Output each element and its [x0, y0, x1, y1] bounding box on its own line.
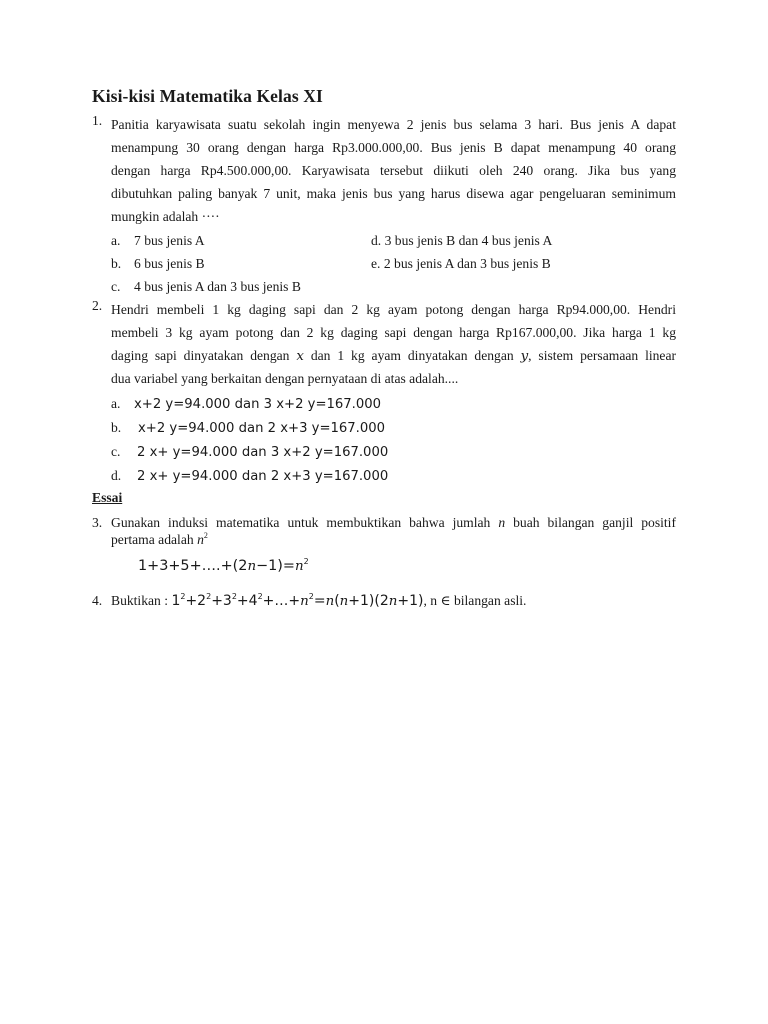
exponent: 2 — [203, 531, 208, 540]
text-line: dua variabel yang berkaitan dengan pernyataan di atas adalah.... — [111, 371, 459, 386]
variable: n — [197, 532, 204, 547]
text-line — [111, 531, 676, 548]
option-c — [111, 440, 388, 463]
formula-part: −1)= — [256, 558, 295, 574]
question-number: 3. — [92, 515, 103, 530]
option-text: 7 bus jenis A — [134, 233, 205, 248]
option-label: e. — [371, 256, 381, 271]
option-a — [111, 229, 205, 252]
text-line: Hendri membeli 1 kg daging sapi dan 2 kg ayam potong dengan harga Rp94.000,00. Hendri — [111, 302, 676, 317]
option-d — [111, 464, 388, 487]
option-label: b. — [111, 256, 122, 271]
text-fragment: , sistem persamaan linear — [528, 348, 677, 363]
option-label: b. — [111, 420, 122, 435]
induction-formula — [138, 558, 309, 574]
option-text: 6 bus jenis B — [134, 256, 205, 271]
option-c — [111, 275, 301, 298]
text-line: menampung 30 orang dengan harga Rp3.000.000,00. Bus jenis B dapat menampung 40 orang — [111, 140, 676, 155]
equation: 2 x+ y=94.000 dan 2 x+3 y=167.000 — [137, 469, 389, 484]
question-3 — [92, 514, 676, 548]
option-label: c. — [111, 279, 121, 294]
equation: x+2 y=94.000 dan 2 x+3 y=167.000 — [138, 421, 386, 436]
text-line — [111, 344, 676, 367]
text-line: dibutuhkan paling banyak 7 unit, maka jenis bus yang harus disewa agar pengeluaran seminimum — [111, 186, 676, 201]
question-4 — [92, 592, 676, 611]
text-line: membeli 3 kg ayam potong dan 2 kg daging sapi dengan harga Rp167.000,00. Jika harga 1 kg — [111, 325, 676, 340]
question-1 — [92, 113, 676, 228]
formula-part: 1+3+5+….+(2 — [138, 558, 248, 574]
option-a — [111, 392, 381, 415]
question-text — [111, 298, 676, 390]
option-d — [371, 229, 552, 252]
question-text — [111, 592, 676, 611]
sum-of-squares-formula: $1^2+2^2+3^2+4^2+\dots+n^2=n(n+1)(2n+1)$ — [171, 592, 424, 609]
text-fragment: Gunakan induksi matematika untuk membuktikan bahwa jumlah — [111, 515, 491, 530]
text-fragment: , n ∈ bilangan asli. — [423, 593, 527, 608]
text-fragment: buah bilangan ganjil positif — [513, 515, 676, 530]
option-text: 4 bus jenis A dan 3 bus jenis B — [134, 279, 301, 294]
question-number: 2. — [92, 298, 103, 313]
variable: x — [296, 349, 304, 364]
question-number: 4. — [92, 593, 103, 608]
variable: n — [294, 559, 304, 574]
text-fragment: pertama adalah — [111, 532, 194, 547]
text-line: dengan harga Rp4.500.000,00. Karyawisata tersebut diikuti oleh 240 orang. Jika bus yang — [111, 163, 676, 178]
option-label: a. — [111, 233, 121, 248]
text-line: mungkin adalah ···· — [111, 209, 220, 224]
option-b — [111, 416, 385, 439]
text-fragment: Buktikan : — [111, 593, 169, 608]
option-label: d. — [371, 233, 382, 248]
question-number: 1. — [92, 113, 103, 128]
text-line: Panitia karyawisata suatu sekolah ingin menyewa 2 jenis bus selama 3 hari. Bus jenis A dapat — [111, 117, 676, 132]
variable: y — [520, 349, 529, 364]
question-2 — [92, 298, 676, 390]
option-text: 3 bus jenis B dan 4 bus jenis A — [384, 233, 553, 248]
text-fragment: dan 1 kg ayam dinyatakan dengan — [310, 348, 514, 363]
equation: x+2 y=94.000 dan 3 x+2 y=167.000 — [134, 397, 382, 412]
question-text — [111, 514, 676, 548]
option-b — [111, 252, 205, 275]
section-heading-essai: Essai — [92, 490, 123, 505]
text-fragment: daging sapi dinyatakan dengan — [111, 348, 290, 363]
option-text: 2 bus jenis A dan 3 bus jenis B — [383, 256, 551, 271]
exponent: 2 — [303, 557, 309, 566]
variable: n — [247, 559, 257, 574]
question-text — [111, 113, 676, 228]
option-e — [371, 252, 551, 275]
text-line — [111, 514, 676, 531]
option-label: a. — [111, 396, 121, 411]
equation: 2 x+ y=94.000 dan 3 x+2 y=167.000 — [137, 445, 389, 460]
option-label: d. — [111, 468, 122, 483]
option-label: c. — [111, 444, 121, 459]
document-title: Kisi-kisi Matematika Kelas XI — [92, 86, 323, 106]
variable: n — [498, 515, 506, 530]
